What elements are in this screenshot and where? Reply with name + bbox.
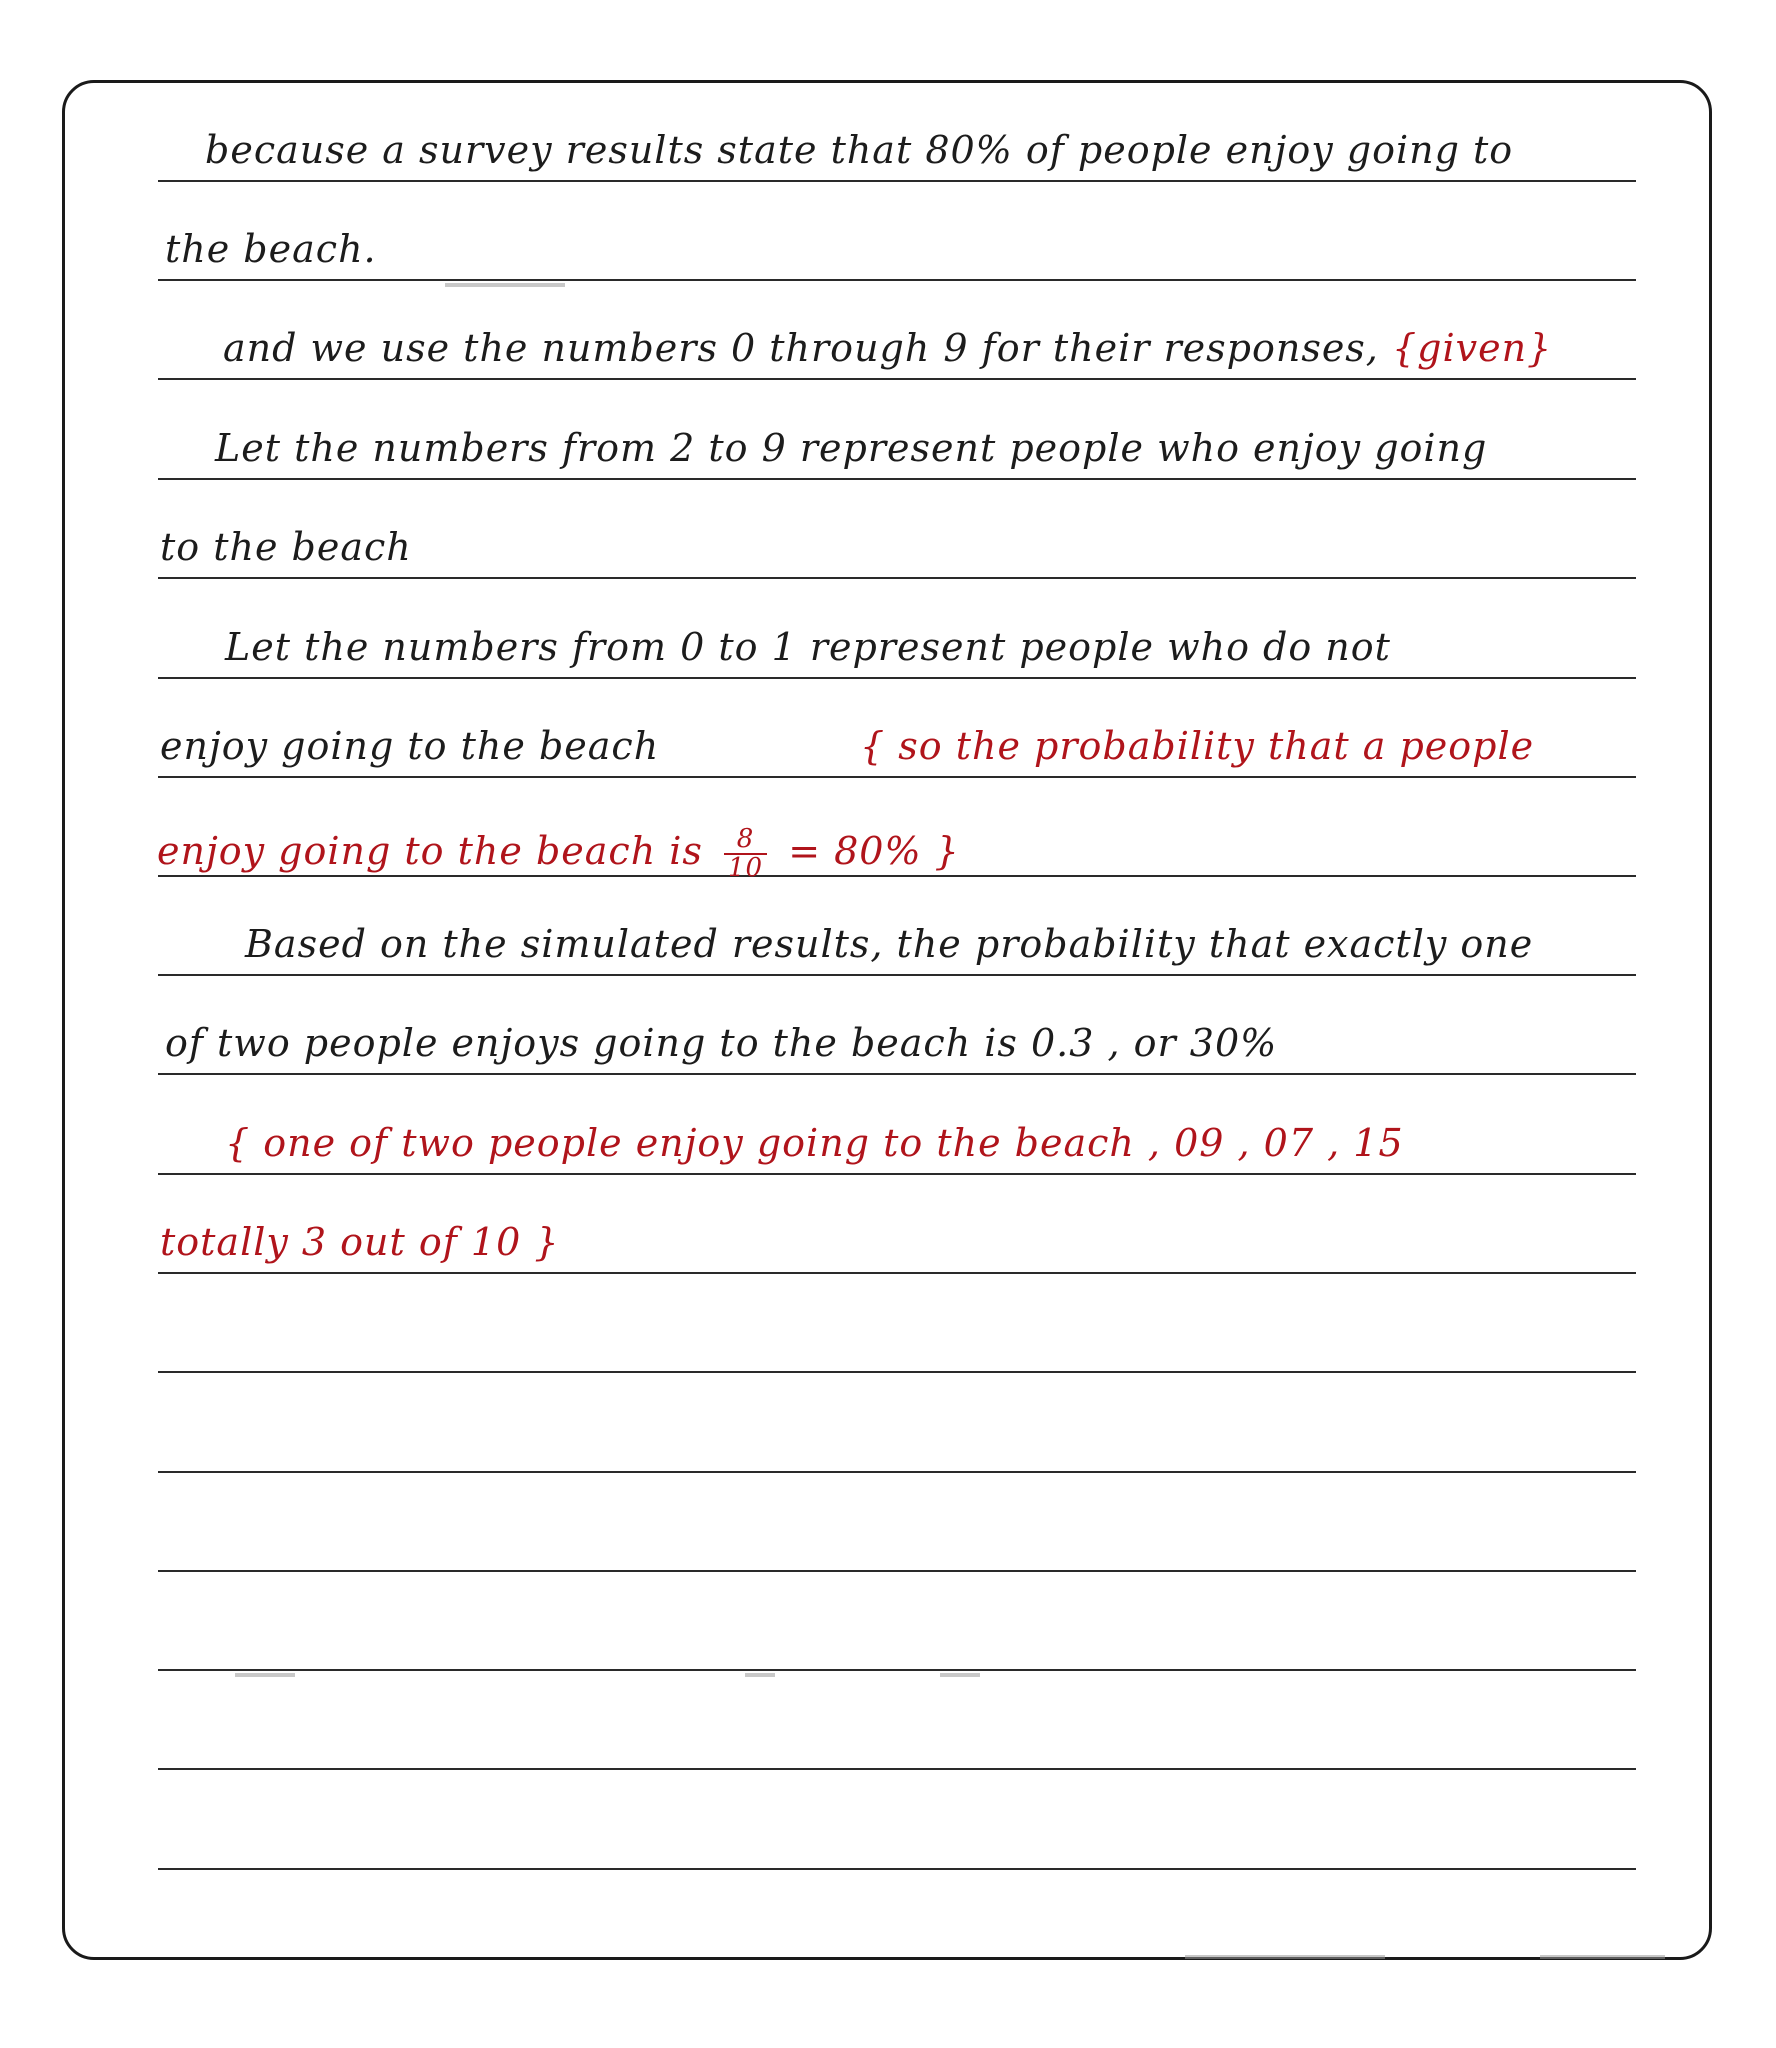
ruled-line [158,279,1636,281]
ruled-line [158,478,1636,480]
note-line-1 [205,128,1514,172]
note-annotation: totally 3 out of 10 } [160,1220,560,1264]
note-text: and we use the numbers 0 through 9 for their responses, [223,326,1392,370]
note-line-7 [160,724,660,768]
ruled-line [158,1272,1636,1274]
ruled-line [158,1768,1636,1770]
ruled-line [158,1173,1636,1175]
ruled-line [158,1570,1636,1572]
note-text: Based on the simulated results, the probability that exactly one [245,922,1534,966]
note-line-6 [225,625,1391,669]
ruled-line [158,1073,1636,1075]
note-line-9 [245,922,1534,966]
fraction [724,826,767,883]
note-line-11 [225,1121,1404,1165]
note-line-10 [165,1021,1278,1065]
note-text: the beach. [165,227,377,271]
note-text: to the beach [160,525,412,569]
note-line-4 [215,426,1488,470]
ruled-line [158,1669,1636,1671]
ruled-line [158,1471,1636,1473]
fraction-numerator: 8 [724,826,767,855]
ruled-line [158,1868,1636,1870]
note-text: because a survey results state that 80% of people enjoy going to [205,128,1514,172]
note-annotation: { one of two people enjoy going to the beach , 09 , 07 , 15 [225,1121,1404,1165]
note-line-3 [223,326,1553,370]
note-annotation: enjoy going to the beach is [157,828,703,873]
note-annotation: {given} [1391,326,1553,370]
note-line-5 [160,525,412,569]
ruled-line [158,677,1636,679]
fraction-denominator: 10 [728,853,764,884]
scan-smudge [445,283,565,287]
scan-smudge [940,1673,980,1677]
note-annotation: { so the probability that a people [860,724,1535,768]
ruled-line [158,577,1636,579]
notebook-page [62,80,1712,1960]
note-line-12 [160,1220,560,1264]
ruled-line [158,776,1636,778]
note-text: Let the numbers from 0 to 1 represent people who do not [225,625,1391,669]
ruled-line [158,378,1636,380]
note-line-2 [165,227,377,271]
note-line-7-annotation [860,724,1535,768]
ruled-line [158,180,1636,182]
ruled-line [158,1371,1636,1373]
scan-smudge [1185,1955,1385,1959]
ruled-line [158,974,1636,976]
note-text: of two people enjoys going to the beach is 0.3 , or 30% [165,1021,1278,1065]
scan-smudge [745,1673,775,1677]
note-annotation: = 80% } [788,828,960,873]
note-line-8 [157,826,960,883]
scan-smudge [1540,1955,1665,1959]
note-text: Let the numbers from 2 to 9 represent people who enjoy going [215,426,1488,470]
note-text: enjoy going to the beach [160,724,660,768]
scan-smudge [235,1673,295,1677]
